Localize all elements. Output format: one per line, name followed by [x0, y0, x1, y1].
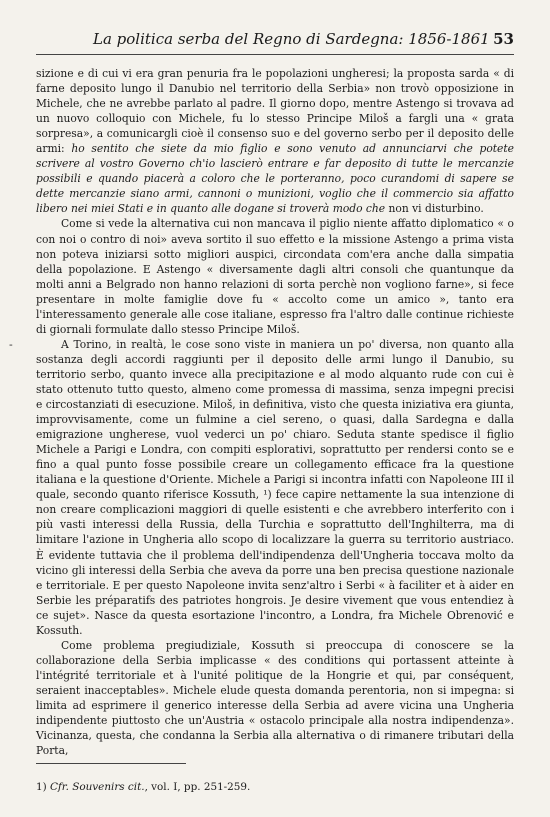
text-span: Come problema pregiudiziale, Kossuth si preoccupa di conoscere se la collaborazione della Serbia implicasse « des conditions qui portassent atteinte à l'intégrité territoriale et à l'unité politique de la Hongrie et qui, par conséquent, seraient inacceptables». Michele elude questa domanda perentoria, non si impegna: si limita ad esprimere il generico interesse della Serbia ad avere vicina una Ungheria indipendente piuttosto che un'Austria « ostacolo principale alla nostra indipendenza». Vicinanza, questa, che condanna la Serbia alla alternativa o di rimanere tributari della Porta,: [36, 638, 514, 758]
paragraph: [36, 66, 514, 216]
footnote-source: Souvenirs cit.: [72, 781, 145, 793]
italic-quote: ho sentito che siete da mio figlio e sono venuto ad annunciarvi che potete scrivere al vostro Governo ch'io lascierò entrare e far deposito di tutte le mercanzie possibili e quando piacerà a coloro che le porteranno, poco curandomi di sapere se dette mercanzie siano armi, cannoni o munizioni, voglio che il commercio sia affatto libero nei miei Stati e in quanto alle dogane si troverà modo che: [36, 142, 515, 216]
text-span: non vi disturbino.: [385, 202, 484, 216]
text-span: sizione e di cui vi era gran penuria fra le popolazioni ungheresi; la proposta sarda « di farne deposito lungo il Danubio nel territorio della Serbia» non trovò opposizione in Michele, che ne avrebbe parlato al padre. Il giorno dopo, mentre Astengo si trovava ad un nuovo colloquio con Michele, fu lo stesso Principe Miloš a fargli una « grata sorpresa», a comunicargli cioè il consenso suo e del governo serbo per il deposito delle armi:: [36, 67, 514, 156]
footnote: [36, 781, 250, 793]
footnote-rest: , vol. I, pp. 251-259.: [144, 781, 251, 793]
text-span: A Torino, in realtà, le cose sono viste in maniera un po' diversa, non quanto alla sostanza degli accordi raggiunti per il deposito delle armi lungo il Danubio, su territorio serbo, quanto invece alla precipitazione e al modo alquanto rude con cui è stato ottenuto tutto questo, almeno come promessa di massima, senza impegni precisi e circostanziati di esecuzione. Miloš, in definitiva, visto che questa iniziativa era giunta, improvvisamente, come un fulmine a ciel sereno, o quasi, dalla Sardegna e dalla emigrazione ungherese, vuol vederci un po' chiaro. Seduta stante spedisce il figlio Michele a Parigi e Londra, con compiti esplorativi, soprattutto per rendersi conto se e fino a qual punto fosse possibile creare un collegamento efficace fra la questione italiana e la questione d'Oriente. Michele a Parigi si incontra infatti con Napoleone III il quale, secondo quanto riferisce Kossuth, ¹) fece capire nettamente la sua intenzione di non creare complicazioni maggiori di quelle esistenti e che avrebbero interferito con i più vasti interessi della Russia, della Turchia e soprattutto dell'Inghilterra, ma di limitare l'azione in Ungheria allo scopo di localizzare la guerra su territorio austriaco. È evidente tuttavia che il problema dell'indipendenza dell'Ungheria toccava molto da vicino gli interessi della Serbia che aveva da porre una ben precisa questione nazionale e territoriale. E per questo Napoleone invita senz'altro i Serbi « à faciliter et à aider en Serbie les préparatifs des patriotes hongrois. Je desire vivement que vous entendiez à ce sujet». Nasce da questa esortazione l'incontro, a Londra, fra Michele Obrenović e Kossuth.: [36, 337, 514, 637]
paragraph: [36, 337, 514, 638]
footnote-divider: [36, 763, 186, 764]
running-header: [36, 30, 514, 55]
margin-mark: -: [9, 338, 13, 351]
running-title: La politica serba del Regno di Sardegna: 1856-1861: [93, 30, 490, 48]
paragraph: [36, 638, 514, 758]
text-span: Come si vede la alternativa cui non mancava il piglio niente affatto diplomatico « o con noi o contro di noi» aveva sortito il suo effetto e la missione Astengo a prima vista non poteva iniziarsi sotto migliori auspici, circondata com'era anche dalla simpatia della popolazione. E Astengo « diversamente dagli altri consoli che quantunque da molti anni a Belgrado non hanno relazioni di sorta perchè non vogliono farne», si fece presentare in molte famiglie dove fu « accolto come un amico », tanto era l'interessamento generale alle cose italiane, espresso fra l'altro dalle continue richieste di giornali formulate dallo stesso Principe Miloš.: [36, 217, 514, 336]
footnote-marker: 1): [36, 781, 47, 793]
body-text: [36, 66, 514, 758]
footnote-cfr: Cfr.: [49, 781, 69, 793]
page-number: 53: [493, 30, 514, 48]
paragraph: [36, 216, 514, 336]
